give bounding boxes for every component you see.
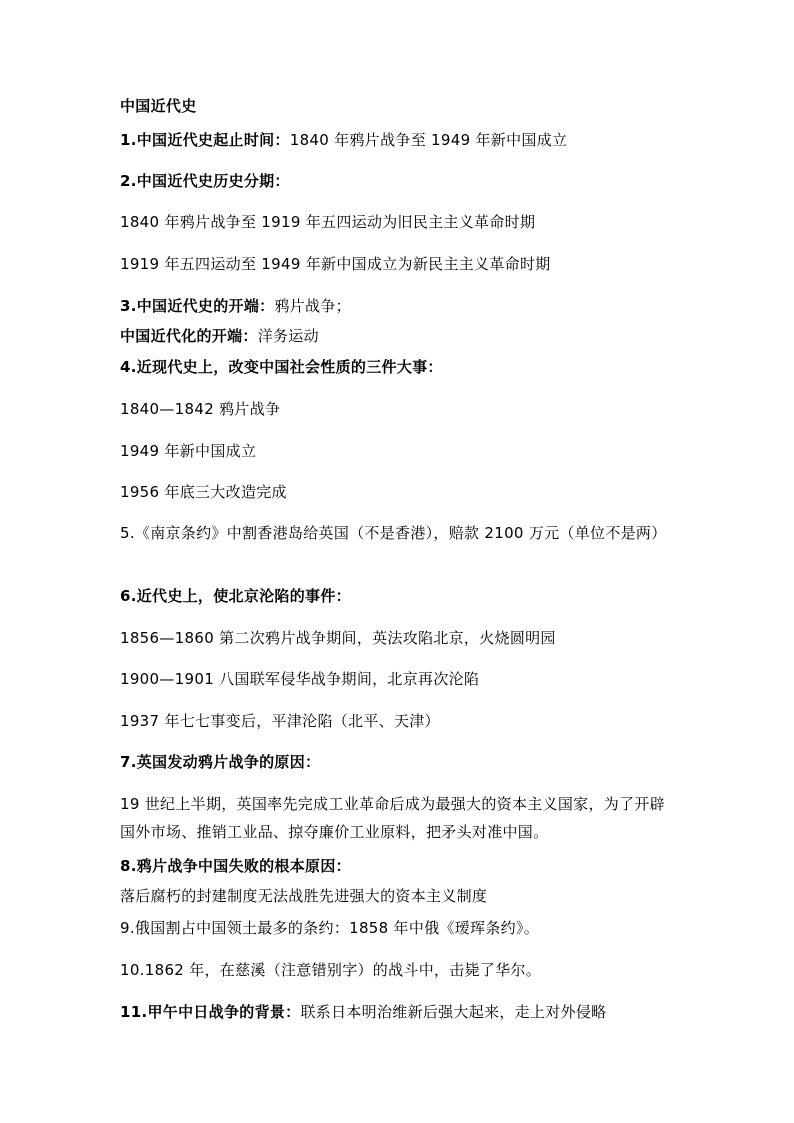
paragraph-6 [120, 326, 680, 346]
body-text: 联系日本明治维新后强大起来，走上对外侵略 [300, 1003, 607, 1021]
paragraph-12-heading: 6.近代史上，使北京沦陷的事件： [120, 587, 351, 605]
paragraph-10: 1956 年底三大改造完成 [120, 483, 287, 501]
paragraph-7-heading: 4.近现代史上，改变中国社会性质的三件大事： [120, 358, 443, 376]
paragraph-8: 1840—1842 鸦片战争 [120, 400, 281, 418]
page-title: 中国近代史 [120, 97, 197, 115]
paragraph-4: 1919 年五四运动至 1949 年新中国成立为新民主主义革命时期 [120, 255, 551, 273]
heading-text: 1.中国近代史起止时间： [120, 131, 290, 149]
paragraph-16-heading: 7.英国发动鸦片战争的原因： [120, 753, 321, 771]
paragraph-22 [120, 1002, 680, 1022]
paragraph-9: 1949 年新中国成立 [120, 442, 257, 460]
body-text: 洋务运动 [257, 327, 319, 345]
paragraph-1 [120, 130, 680, 150]
heading-text: 中国近代化的开端： [120, 327, 258, 345]
paragraph-2-heading: 2.中国近代史历史分期： [120, 172, 290, 190]
paragraph-11: 5.《南京条约》中割香港岛给英国（不是香港），赔款 2100 万元（单位不是两） [120, 524, 667, 542]
paragraph-19: 落后腐朽的封建制度无法战胜先进强大的资本主义制度 [120, 887, 488, 905]
heading-text: 3.中国近代史的开端： [120, 297, 275, 315]
paragraph-14: 1900—1901 八国联军侵华战争期间，北京再次沦陷 [120, 670, 480, 688]
paragraph-15: 1937 年七七事变后，平津沦陷（北平、天津） [120, 712, 440, 730]
paragraph-18-heading: 8.鸦片战争中国失败的根本原因： [120, 857, 351, 875]
body-text: 1840 年鸦片战争至 1949 年新中国成立 [289, 131, 568, 149]
paragraph-17: 19 世纪上半期，英国率先完成工业革命后成为最强大的资本主义国家，为了开辟国外市场、推销工业品、掠夺廉价工业原料，把矛头对准中国。 [120, 795, 665, 841]
paragraph-20: 9.俄国割占中国领土最多的条约：1858 年中俄《瑷珲条约》。 [120, 919, 540, 937]
body-text: 鸦片战争； [274, 297, 351, 315]
paragraph-5 [120, 296, 680, 316]
paragraph-21: 10.1862 年，在慈溪（注意错别字）的战斗中，击毙了华尔。 [120, 961, 542, 979]
heading-text: 11.甲午中日战争的背景： [120, 1003, 301, 1021]
paragraph-13: 1856—1860 第二次鸦片战争期间，英法攻陷北京，火烧圆明园 [120, 629, 556, 647]
paragraph-3: 1840 年鸦片战争至 1919 年五四运动为旧民主主义革命时期 [120, 213, 536, 231]
